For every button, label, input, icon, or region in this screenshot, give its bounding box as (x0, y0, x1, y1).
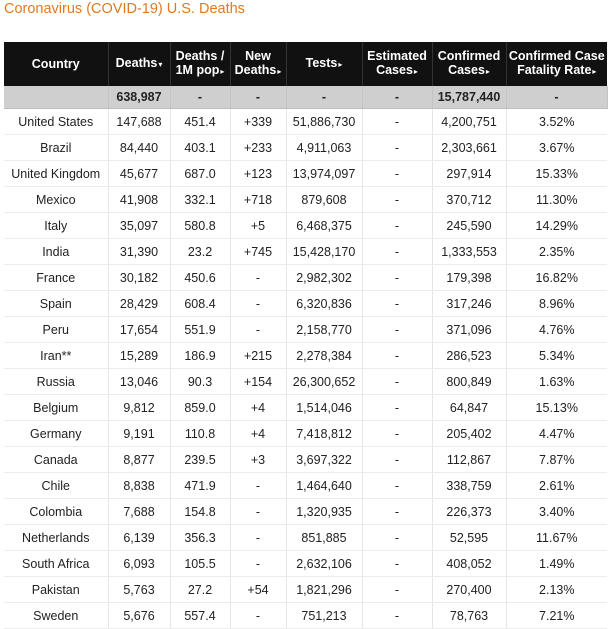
cell-new-deaths: +123 (230, 161, 286, 187)
sort-desc-icon: ▾ (158, 60, 163, 69)
cell-tests: 51,886,730 (286, 109, 362, 135)
cell-deaths: 5,763 (108, 577, 170, 603)
sort-arrow-icon: ▸ (338, 60, 343, 69)
cell-country[interactable]: United States (4, 109, 108, 135)
cell-country[interactable]: Canada (4, 447, 108, 473)
cell-deaths-per-1m: 186.9 (170, 343, 230, 369)
cell-fatality-rate: 7.21% (506, 603, 607, 629)
cell-fatality-rate: 2.35% (506, 239, 607, 265)
table-row (4, 213, 607, 239)
cell-deaths-per-1m: 403.1 (170, 135, 230, 161)
table-row (4, 291, 607, 317)
cell-deaths-per-1m: 154.8 (170, 499, 230, 525)
cell-tests: 1,320,935 (286, 499, 362, 525)
cfr-header-line2: Fatality Rate (517, 63, 592, 77)
cell-estimated-cases: - (362, 395, 432, 421)
cell-confirmed-cases: 1,333,553 (432, 239, 506, 265)
table-row (4, 161, 607, 187)
cell-deaths-per-1m: 239.5 (170, 447, 230, 473)
cell-country[interactable]: India (4, 239, 108, 265)
cell-new-deaths: - (230, 317, 286, 343)
cell-new-deaths: - (230, 603, 286, 629)
cell-new-deaths: +215 (230, 343, 286, 369)
cell-confirmed-cases: 800,849 (432, 369, 506, 395)
cell-tests: 2,278,384 (286, 343, 362, 369)
cell-tests: 3,697,322 (286, 447, 362, 473)
cell-deaths-per-1m: 110.8 (170, 421, 230, 447)
cell-new-deaths: +233 (230, 135, 286, 161)
table-row (4, 447, 607, 473)
table-row (4, 239, 607, 265)
cell-fatality-rate: 11.67% (506, 525, 607, 551)
cell-country[interactable]: Pakistan (4, 577, 108, 603)
cell-confirmed-cases: 4,200,751 (432, 109, 506, 135)
cell-deaths-per-1m: 27.2 (170, 577, 230, 603)
total-cfr: - (506, 86, 607, 109)
total-per1m: - (170, 86, 230, 109)
cell-deaths: 15,289 (108, 343, 170, 369)
table-body (4, 86, 607, 629)
cell-country[interactable]: Colombia (4, 499, 108, 525)
deaths-table-container (4, 42, 607, 629)
estimated-header-line1: Estimated (367, 49, 427, 63)
cell-deaths: 8,877 (108, 447, 170, 473)
table-row (4, 343, 607, 369)
table-row (4, 525, 607, 551)
table-row (4, 577, 607, 603)
cell-confirmed-cases: 338,759 (432, 473, 506, 499)
cell-tests: 15,428,170 (286, 239, 362, 265)
cell-estimated-cases: - (362, 265, 432, 291)
table-row (4, 551, 607, 577)
cell-new-deaths: - (230, 551, 286, 577)
cell-deaths-per-1m: 551.9 (170, 317, 230, 343)
cell-tests: 26,300,652 (286, 369, 362, 395)
cell-country[interactable]: Italy (4, 213, 108, 239)
table-row (4, 109, 607, 135)
cell-country[interactable]: Mexico (4, 187, 108, 213)
tests-header-label: Tests (305, 56, 338, 70)
cell-fatality-rate: 7.87% (506, 447, 607, 473)
deaths-header-label: Deaths (115, 56, 158, 70)
cell-deaths: 28,429 (108, 291, 170, 317)
sort-arrow-icon: ▸ (220, 67, 225, 76)
cell-fatality-rate: 2.61% (506, 473, 607, 499)
new-deaths-header-line1: New (245, 49, 271, 63)
cell-confirmed-cases: 317,246 (432, 291, 506, 317)
cell-country[interactable]: Spain (4, 291, 108, 317)
cell-new-deaths: - (230, 525, 286, 551)
cell-country[interactable]: Peru (4, 317, 108, 343)
cell-confirmed-cases: 371,096 (432, 317, 506, 343)
sort-arrow-icon: ▸ (485, 67, 490, 76)
cell-tests: 2,632,106 (286, 551, 362, 577)
cell-estimated-cases: - (362, 499, 432, 525)
cell-tests: 851,885 (286, 525, 362, 551)
cell-deaths: 147,688 (108, 109, 170, 135)
cell-tests: 879,608 (286, 187, 362, 213)
cell-deaths-per-1m: 687.0 (170, 161, 230, 187)
cell-country[interactable]: Russia (4, 369, 108, 395)
cell-deaths-per-1m: 608.4 (170, 291, 230, 317)
cell-estimated-cases: - (362, 317, 432, 343)
cell-fatality-rate: 8.96% (506, 291, 607, 317)
cell-deaths-per-1m: 90.3 (170, 369, 230, 395)
cell-confirmed-cases: 226,373 (432, 499, 506, 525)
cell-tests: 1,514,046 (286, 395, 362, 421)
cell-deaths-per-1m: 859.0 (170, 395, 230, 421)
cell-fatality-rate: 14.29% (506, 213, 607, 239)
cell-estimated-cases: - (362, 525, 432, 551)
cell-tests: 7,418,812 (286, 421, 362, 447)
cell-country[interactable]: Netherlands (4, 525, 108, 551)
country-header-label: Country (31, 57, 80, 71)
cell-new-deaths: - (230, 499, 286, 525)
cell-new-deaths: +4 (230, 421, 286, 447)
deaths-table (4, 42, 608, 629)
cell-country[interactable]: Brazil (4, 135, 108, 161)
cell-country[interactable]: Chile (4, 473, 108, 499)
cell-deaths-per-1m: 580.8 (170, 213, 230, 239)
cell-deaths-per-1m: 23.2 (170, 239, 230, 265)
cell-new-deaths: - (230, 291, 286, 317)
total-country (4, 86, 108, 109)
cell-new-deaths: +154 (230, 369, 286, 395)
cell-fatality-rate: 4.47% (506, 421, 607, 447)
cell-deaths-per-1m: 356.3 (170, 525, 230, 551)
cell-deaths-per-1m: 451.4 (170, 109, 230, 135)
cell-estimated-cases: - (362, 213, 432, 239)
cell-estimated-cases: - (362, 161, 432, 187)
cell-confirmed-cases: 78,763 (432, 603, 506, 629)
cell-deaths: 6,139 (108, 525, 170, 551)
cell-confirmed-cases: 370,712 (432, 187, 506, 213)
column-header-tests[interactable] (286, 42, 362, 86)
sort-arrow-icon: ▸ (277, 67, 282, 76)
table-row (4, 187, 607, 213)
cell-estimated-cases: - (362, 551, 432, 577)
cell-deaths-per-1m: 471.9 (170, 473, 230, 499)
column-header-fatality-rate[interactable] (506, 42, 607, 86)
deaths-per-1m-header-line2: 1M pop (175, 63, 220, 77)
cell-deaths: 13,046 (108, 369, 170, 395)
cell-new-deaths: +718 (230, 187, 286, 213)
cell-deaths-per-1m: 557.4 (170, 603, 230, 629)
cell-country[interactable]: United Kingdom (4, 161, 108, 187)
cell-confirmed-cases: 112,867 (432, 447, 506, 473)
table-row (4, 499, 607, 525)
cell-fatality-rate: 1.63% (506, 369, 607, 395)
cell-tests: 6,468,375 (286, 213, 362, 239)
estimated-header-line2: Cases (376, 63, 413, 77)
cell-new-deaths: +54 (230, 577, 286, 603)
total-confirmed: 15,787,440 (432, 86, 506, 109)
cell-tests: 2,982,302 (286, 265, 362, 291)
cell-tests: 751,213 (286, 603, 362, 629)
cell-new-deaths: - (230, 473, 286, 499)
table-row (4, 317, 607, 343)
cell-estimated-cases: - (362, 603, 432, 629)
cell-confirmed-cases: 408,052 (432, 551, 506, 577)
cell-fatality-rate: 11.30% (506, 187, 607, 213)
cell-deaths: 41,908 (108, 187, 170, 213)
cell-deaths: 35,097 (108, 213, 170, 239)
table-row (4, 265, 607, 291)
cell-estimated-cases: - (362, 239, 432, 265)
cell-confirmed-cases: 64,847 (432, 395, 506, 421)
cell-estimated-cases: - (362, 135, 432, 161)
total-tests: - (286, 86, 362, 109)
cell-country[interactable]: South Africa (4, 551, 108, 577)
cell-deaths-per-1m: 450.6 (170, 265, 230, 291)
cell-tests: 4,911,063 (286, 135, 362, 161)
cell-confirmed-cases: 286,523 (432, 343, 506, 369)
cell-confirmed-cases: 52,595 (432, 525, 506, 551)
page-title: Coronavirus (COVID-19) U.S. Deaths (4, 1, 245, 17)
cell-deaths: 31,390 (108, 239, 170, 265)
cell-fatality-rate: 15.13% (506, 395, 607, 421)
cell-confirmed-cases: 297,914 (432, 161, 506, 187)
table-row (4, 135, 607, 161)
cell-deaths: 5,676 (108, 603, 170, 629)
table-row (4, 473, 607, 499)
deaths-per-1m-header-line1: Deaths / (175, 49, 225, 63)
cell-fatality-rate: 5.34% (506, 343, 607, 369)
cell-fatality-rate: 1.49% (506, 551, 607, 577)
cell-deaths: 17,654 (108, 317, 170, 343)
total-new-deaths: - (230, 86, 286, 109)
cell-new-deaths: +3 (230, 447, 286, 473)
cell-estimated-cases: - (362, 109, 432, 135)
cell-deaths: 7,688 (108, 499, 170, 525)
cell-confirmed-cases: 179,398 (432, 265, 506, 291)
column-header-country[interactable] (4, 42, 108, 86)
new-deaths-header-line2: Deaths (234, 63, 277, 77)
cell-tests: 13,974,097 (286, 161, 362, 187)
cell-estimated-cases: - (362, 187, 432, 213)
cell-new-deaths: +745 (230, 239, 286, 265)
cell-deaths: 9,812 (108, 395, 170, 421)
column-header-estimated-cases[interactable] (362, 42, 432, 86)
cell-estimated-cases: - (362, 421, 432, 447)
cell-new-deaths: +339 (230, 109, 286, 135)
cell-new-deaths: +5 (230, 213, 286, 239)
cell-estimated-cases: - (362, 369, 432, 395)
cell-tests: 6,320,836 (286, 291, 362, 317)
sort-arrow-icon: ▸ (413, 67, 418, 76)
cell-country[interactable]: Sweden (4, 603, 108, 629)
cell-estimated-cases: - (362, 447, 432, 473)
column-header-deaths[interactable] (108, 42, 170, 86)
cell-deaths: 8,838 (108, 473, 170, 499)
cell-fatality-rate: 15.33% (506, 161, 607, 187)
cell-deaths-per-1m: 105.5 (170, 551, 230, 577)
header-row (4, 42, 607, 86)
cell-deaths: 9,191 (108, 421, 170, 447)
cell-fatality-rate: 3.67% (506, 135, 607, 161)
cell-fatality-rate: 3.52% (506, 109, 607, 135)
cell-confirmed-cases: 270,400 (432, 577, 506, 603)
confirmed-header-line1: Confirmed (437, 49, 501, 63)
table-row (4, 395, 607, 421)
cell-estimated-cases: - (362, 577, 432, 603)
column-header-deaths-per-1m[interactable] (170, 42, 230, 86)
total-estimated: - (362, 86, 432, 109)
cell-fatality-rate: 2.13% (506, 577, 607, 603)
table-row (4, 369, 607, 395)
cell-tests: 1,821,296 (286, 577, 362, 603)
cell-estimated-cases: - (362, 343, 432, 369)
cell-tests: 1,464,640 (286, 473, 362, 499)
cell-fatality-rate: 3.40% (506, 499, 607, 525)
column-header-confirmed-cases[interactable] (432, 42, 506, 86)
cell-tests: 2,158,770 (286, 317, 362, 343)
cell-deaths: 6,093 (108, 551, 170, 577)
table-row (4, 421, 607, 447)
cell-deaths: 30,182 (108, 265, 170, 291)
cell-country[interactable]: Iran** (4, 343, 108, 369)
cell-confirmed-cases: 2,303,661 (432, 135, 506, 161)
cell-new-deaths: +4 (230, 395, 286, 421)
cfr-header-line1: Confirmed Case (508, 49, 605, 63)
sort-arrow-icon: ▸ (592, 67, 597, 76)
cell-estimated-cases: - (362, 291, 432, 317)
cell-confirmed-cases: 205,402 (432, 421, 506, 447)
cell-country[interactable]: Germany (4, 421, 108, 447)
cell-new-deaths: - (230, 265, 286, 291)
column-header-new-deaths[interactable] (230, 42, 286, 86)
cell-deaths-per-1m: 332.1 (170, 187, 230, 213)
confirmed-header-line2: Cases (448, 63, 485, 77)
total-deaths: 638,987 (108, 86, 170, 109)
cell-confirmed-cases: 245,590 (432, 213, 506, 239)
cell-deaths: 45,677 (108, 161, 170, 187)
total-row (4, 86, 607, 109)
cell-country[interactable]: Belgium (4, 395, 108, 421)
table-row (4, 603, 607, 629)
cell-fatality-rate: 16.82% (506, 265, 607, 291)
cell-estimated-cases: - (362, 473, 432, 499)
cell-deaths: 84,440 (108, 135, 170, 161)
cell-country[interactable]: France (4, 265, 108, 291)
cell-fatality-rate: 4.76% (506, 317, 607, 343)
